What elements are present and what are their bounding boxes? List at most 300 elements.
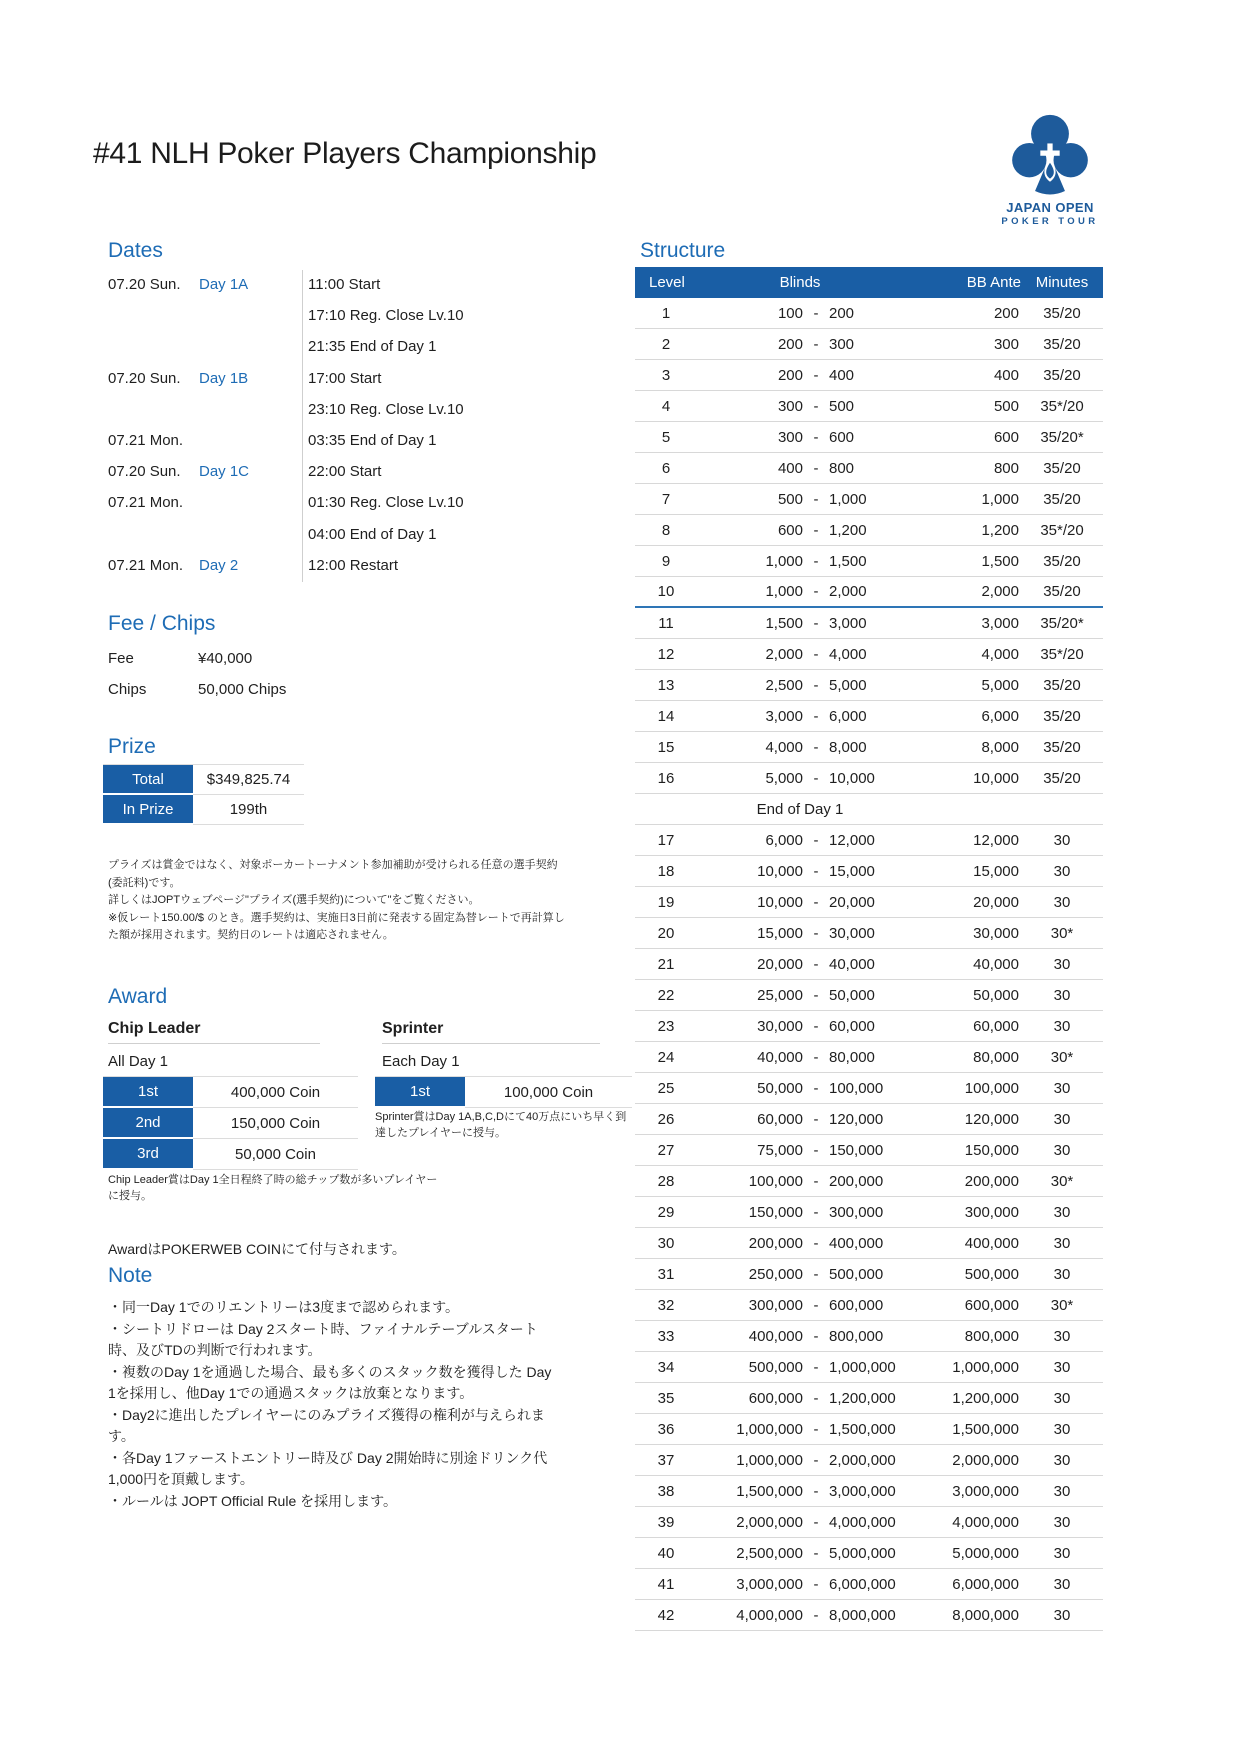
dates-list <box>108 269 548 581</box>
dates-row <box>108 456 548 487</box>
bb-ante-cell: 5,000,000 <box>952 1544 1019 1562</box>
bb-ante-cell: 1,000 <box>981 490 1019 508</box>
level-cell: 7 <box>661 490 671 508</box>
big-blind-cell: 800,000 <box>829 1327 884 1345</box>
prize-table <box>103 764 304 825</box>
structure-level-row <box>635 1476 1103 1507</box>
small-blind-cell: 600 <box>777 521 803 539</box>
column-header-bb-ante: BB Ante <box>966 274 1021 291</box>
blinds-dash: - <box>813 428 819 446</box>
dates-row <box>108 269 548 300</box>
minutes-cell: 35/20 <box>1043 366 1081 384</box>
award-value-cell: 150,000 Coin <box>193 1108 358 1139</box>
dates-divider-line <box>302 270 303 582</box>
level-cell: 28 <box>657 1172 675 1190</box>
small-blind-cell: 1,000,000 <box>736 1451 803 1469</box>
small-blind-cell: 2,500 <box>765 676 803 694</box>
small-blind-cell: 3,000,000 <box>736 1575 803 1593</box>
fee-chips-heading: Fee / Chips <box>108 612 216 635</box>
bb-ante-cell: 200,000 <box>964 1172 1019 1190</box>
bb-ante-cell: 30,000 <box>973 924 1019 942</box>
blinds-dash: - <box>813 862 819 880</box>
level-cell: 11 <box>658 614 674 632</box>
award-footer: AwardはPOKERWEB COINにて付与されます。 <box>108 1241 406 1257</box>
blinds-dash: - <box>813 955 819 973</box>
bb-ante-cell: 1,200,000 <box>952 1389 1019 1407</box>
structure-level-row <box>635 980 1103 1011</box>
bb-ante-cell: 40,000 <box>973 955 1019 973</box>
structure-level-row <box>635 918 1103 949</box>
blinds-dash: - <box>813 1358 819 1376</box>
chip-leader-table <box>103 1076 358 1170</box>
blinds-dash: - <box>813 614 819 632</box>
page-title: #41 NLH Poker Players Championship <box>93 137 597 170</box>
blinds-dash: - <box>813 1327 819 1345</box>
blinds-dash: - <box>813 1296 819 1314</box>
end-of-day-label: End of Day 1 <box>756 800 844 818</box>
big-blind-cell: 100,000 <box>829 1079 884 1097</box>
blinds-dash: - <box>813 366 819 384</box>
big-blind-cell: 40,000 <box>829 955 875 973</box>
level-cell: 25 <box>657 1079 675 1097</box>
small-blind-cell: 25,000 <box>757 986 803 1004</box>
level-cell: 1 <box>661 304 671 322</box>
big-blind-cell: 800 <box>829 459 855 477</box>
small-blind-cell: 100,000 <box>748 1172 803 1190</box>
bb-ante-cell: 400,000 <box>964 1234 1019 1252</box>
blinds-dash: - <box>813 1575 819 1593</box>
structure-heading: Structure <box>640 239 726 262</box>
date-cell: 07.20 Sun. <box>108 369 181 387</box>
structure-level-row <box>635 856 1103 887</box>
big-blind-cell: 200 <box>829 304 855 322</box>
blinds-dash: - <box>813 676 819 694</box>
level-cell: 41 <box>657 1575 675 1593</box>
big-blind-cell: 200,000 <box>829 1172 884 1190</box>
blinds-dash: - <box>813 893 819 911</box>
day-label: Day 2 <box>199 556 239 574</box>
level-cell: 20 <box>657 924 675 942</box>
blinds-dash: - <box>813 986 819 1004</box>
minutes-cell: 35/20 <box>1043 304 1081 322</box>
dates-row <box>108 487 548 518</box>
structure-level-row <box>635 701 1103 732</box>
structure-level-row <box>635 577 1103 608</box>
minutes-cell: 35/20 <box>1043 335 1081 353</box>
big-blind-cell: 600,000 <box>829 1296 884 1314</box>
minutes-cell: 30 <box>1053 1110 1071 1128</box>
minutes-cell: 35/20* <box>1040 614 1084 632</box>
big-blind-cell: 2,000,000 <box>829 1451 896 1469</box>
blinds-dash: - <box>813 1172 819 1190</box>
structure-level-row <box>635 329 1103 360</box>
blinds-dash: - <box>813 304 819 322</box>
bb-ante-cell: 12,000 <box>973 831 1019 849</box>
sprinter-subtitle: Each Day 1 <box>382 1053 460 1070</box>
small-blind-cell: 200 <box>777 366 803 384</box>
structure-level-row <box>635 1445 1103 1476</box>
blinds-dash: - <box>813 1234 819 1252</box>
dates-row <box>108 331 548 362</box>
bb-ante-cell: 50,000 <box>973 986 1019 1004</box>
structure-table <box>635 267 1103 1631</box>
structure-level-row <box>635 1042 1103 1073</box>
note-item: ・各Day 1ファーストエントリー時及び Day 2開始時に別途ドリンク代 1,000円を頂戴します。 <box>108 1449 548 1487</box>
day-label: Day 1A <box>199 276 249 294</box>
prize-disclaimer <box>108 857 570 945</box>
big-blind-cell: 600 <box>829 428 855 446</box>
time-cell: 12:00 Restart <box>308 556 399 574</box>
blinds-dash: - <box>813 1203 819 1221</box>
structure-level-row <box>635 360 1103 391</box>
big-blind-cell: 5,000,000 <box>829 1544 896 1562</box>
date-cell: 07.21 Mon. <box>108 494 184 512</box>
level-cell: 33 <box>657 1327 675 1345</box>
blinds-dash: - <box>813 583 819 600</box>
day-label: Day 1C <box>199 463 250 481</box>
level-cell: 38 <box>657 1482 675 1500</box>
small-blind-cell: 500,000 <box>748 1358 803 1376</box>
award-rank-cell: 2nd <box>103 1108 193 1139</box>
level-cell: 2 <box>661 335 671 353</box>
fee-value: ¥40,000 <box>198 650 253 667</box>
level-cell: 22 <box>657 986 675 1004</box>
structure-level-row <box>635 453 1103 484</box>
minutes-cell: 35/20 <box>1043 552 1081 570</box>
minutes-cell: 35/20 <box>1043 583 1081 600</box>
big-blind-cell: 400,000 <box>829 1234 884 1252</box>
blinds-dash: - <box>813 1389 819 1407</box>
small-blind-cell: 400,000 <box>748 1327 803 1345</box>
level-cell: 14 <box>657 707 675 725</box>
structure-level-row <box>635 515 1103 546</box>
small-blind-cell: 60,000 <box>757 1110 803 1128</box>
minutes-cell: 35/20 <box>1043 459 1081 477</box>
award-rank-cell: 1st <box>103 1077 193 1108</box>
small-blind-cell: 75,000 <box>757 1141 803 1159</box>
big-blind-cell: 300,000 <box>829 1203 884 1221</box>
award-rank-cell: 3rd <box>103 1139 193 1170</box>
small-blind-cell: 2,000,000 <box>736 1513 803 1531</box>
bb-ante-cell: 1,500,000 <box>952 1420 1019 1438</box>
structure-level-row <box>635 1011 1103 1042</box>
minutes-cell: 30 <box>1053 1265 1071 1283</box>
fee-value: 50,000 Chips <box>198 681 287 698</box>
time-cell: 22:00 Start <box>308 463 382 481</box>
date-cell: 07.20 Sun. <box>108 276 181 294</box>
blinds-dash: - <box>813 490 819 508</box>
bb-ante-cell: 6,000 <box>981 707 1019 725</box>
sprinter-table <box>375 1076 632 1108</box>
note-item: ・同一Day 1でのリエントリーは3度まで認められます。 <box>108 1299 459 1315</box>
big-blind-cell: 1,200 <box>829 521 867 539</box>
structure-level-row <box>635 1600 1103 1631</box>
bb-ante-cell: 8,000 <box>981 738 1019 756</box>
structure-level-row <box>635 1166 1103 1197</box>
minutes-cell: 30 <box>1053 1482 1071 1500</box>
blinds-dash: - <box>813 397 819 415</box>
structure-level-row <box>635 1104 1103 1135</box>
structure-level-row <box>635 1135 1103 1166</box>
structure-level-row <box>635 1352 1103 1383</box>
level-cell: 31 <box>657 1265 675 1283</box>
blinds-dash: - <box>813 645 819 663</box>
time-cell: 23:10 Reg. Close Lv.10 <box>308 400 464 418</box>
bb-ante-cell: 8,000,000 <box>952 1606 1019 1624</box>
dates-row <box>108 550 548 581</box>
small-blind-cell: 1,500,000 <box>736 1482 803 1500</box>
small-blind-cell: 200 <box>777 335 803 353</box>
fee-label: Fee <box>108 650 134 667</box>
big-blind-cell: 6,000 <box>829 707 867 725</box>
small-blind-cell: 400 <box>777 459 803 477</box>
time-cell: 17:10 Reg. Close Lv.10 <box>308 307 464 325</box>
level-cell: 15 <box>657 738 675 756</box>
structure-level-row <box>635 1073 1103 1104</box>
bb-ante-cell: 120,000 <box>964 1110 1019 1128</box>
note-item: ・ルールは JOPT Official Rule を採用します。 <box>108 1492 398 1509</box>
date-cell: 07.21 Mon. <box>108 556 184 574</box>
big-blind-cell: 80,000 <box>829 1048 875 1066</box>
structure-level-row <box>635 949 1103 980</box>
minutes-cell: 35/20 <box>1043 769 1081 787</box>
small-blind-cell: 1,000 <box>765 583 803 600</box>
small-blind-cell: 1,000,000 <box>736 1420 803 1438</box>
structure-level-row <box>635 1259 1103 1290</box>
level-cell: 40 <box>657 1544 675 1562</box>
blinds-dash: - <box>813 1079 819 1097</box>
bb-ante-cell: 15,000 <box>973 862 1019 880</box>
column-header-minutes: Minutes <box>1035 274 1089 291</box>
prize-label-cell: Total <box>103 765 193 795</box>
level-cell: 29 <box>657 1203 675 1221</box>
bb-ante-cell: 800,000 <box>964 1327 1019 1345</box>
time-cell: 04:00 End of Day 1 <box>308 525 437 543</box>
dates-row <box>108 519 548 550</box>
structure-level-row <box>635 1383 1103 1414</box>
small-blind-cell: 4,000,000 <box>736 1606 803 1624</box>
time-cell: 21:35 End of Day 1 <box>308 338 437 356</box>
bb-ante-cell: 4,000,000 <box>952 1513 1019 1531</box>
small-blind-cell: 10,000 <box>757 893 803 911</box>
minutes-cell: 30 <box>1053 1203 1071 1221</box>
day-label: Day 1B <box>199 369 249 387</box>
prize-disclaimer-line: ※仮レート150.00/$ のとき。選手契約は、実施日3日前に発表する固定為替レートで再計算した額が採用されます。契約日のレートは適応されません。 <box>108 911 565 941</box>
small-blind-cell: 10,000 <box>757 862 803 880</box>
prize-disclaimer-line: 詳しくはJOPTウェブページ"プライズ(選手契約)について"をご覧ください。 <box>108 894 480 906</box>
level-cell: 16 <box>657 769 675 787</box>
prize-row <box>103 795 304 825</box>
big-blind-cell: 6,000,000 <box>829 1575 896 1593</box>
structure-level-row <box>635 1507 1103 1538</box>
time-cell: 01:30 Reg. Close Lv.10 <box>308 494 464 512</box>
level-cell: 34 <box>657 1358 675 1376</box>
blinds-dash: - <box>813 459 819 477</box>
structure-level-row <box>635 1569 1103 1600</box>
bb-ante-cell: 100,000 <box>964 1079 1019 1097</box>
big-blind-cell: 400 <box>829 366 855 384</box>
small-blind-cell: 600,000 <box>748 1389 803 1407</box>
blinds-dash: - <box>813 1017 819 1035</box>
bb-ante-cell: 1,500 <box>981 552 1019 570</box>
small-blind-cell: 15,000 <box>757 924 803 942</box>
chip-leader-note: Chip Leader賞はDay 1全日程終了時の総チップ数が多いプレイヤーに授与。 <box>108 1174 438 1202</box>
minutes-cell: 30* <box>1050 1172 1074 1190</box>
note-item: ・Day2に進出したプレイヤーにのみプライズ獲得の権利が与えられます。 <box>108 1406 545 1444</box>
small-blind-cell: 200,000 <box>748 1234 803 1252</box>
big-blind-cell: 20,000 <box>829 893 875 911</box>
blinds-dash: - <box>813 1606 819 1624</box>
minutes-cell: 30* <box>1050 1296 1074 1314</box>
structure-level-row <box>635 608 1103 639</box>
structure-level-row <box>635 670 1103 701</box>
prize-row <box>103 765 304 795</box>
minutes-cell: 30 <box>1053 1575 1071 1593</box>
minutes-cell: 30 <box>1053 1544 1071 1562</box>
level-cell: 18 <box>657 862 675 880</box>
blinds-dash: - <box>813 1451 819 1469</box>
big-blind-cell: 3,000,000 <box>829 1482 896 1500</box>
small-blind-cell: 50,000 <box>757 1079 803 1097</box>
dates-row <box>108 425 548 456</box>
logo-line2: POKER TOUR <box>1001 216 1099 227</box>
blinds-dash: - <box>813 831 819 849</box>
small-blind-cell: 6,000 <box>765 831 803 849</box>
structure-level-row <box>635 298 1103 329</box>
column-header-blinds: Blinds <box>779 274 821 291</box>
bb-ante-cell: 10,000 <box>973 769 1019 787</box>
award-value-cell: 100,000 Coin <box>465 1077 632 1108</box>
level-cell: 37 <box>657 1451 675 1469</box>
minutes-cell: 35*/20 <box>1040 521 1084 539</box>
small-blind-cell: 500 <box>777 490 803 508</box>
minutes-cell: 35/20* <box>1040 428 1084 446</box>
small-blind-cell: 1,500 <box>765 614 803 632</box>
bb-ante-cell: 600,000 <box>964 1296 1019 1314</box>
blinds-dash: - <box>813 769 819 787</box>
structure-level-row <box>635 1197 1103 1228</box>
blinds-dash: - <box>813 707 819 725</box>
blinds-dash: - <box>813 1265 819 1283</box>
chip-leader-title: Chip Leader <box>108 1020 320 1044</box>
chip-leader-row <box>103 1077 358 1108</box>
blinds-dash: - <box>813 1482 819 1500</box>
level-cell: 9 <box>661 552 671 570</box>
big-blind-cell: 2,000 <box>829 583 867 600</box>
bb-ante-cell: 1,000,000 <box>952 1358 1019 1376</box>
sprinter-title: Sprinter <box>382 1020 600 1044</box>
bb-ante-cell: 1,200 <box>981 521 1019 539</box>
level-cell: 21 <box>657 955 675 973</box>
prize-value-cell: $349,825.74 <box>193 765 304 795</box>
level-cell: 36 <box>657 1420 675 1438</box>
bb-ante-cell: 20,000 <box>973 893 1019 911</box>
small-blind-cell: 300 <box>777 397 803 415</box>
big-blind-cell: 10,000 <box>829 769 875 787</box>
minutes-cell: 30 <box>1053 1420 1071 1438</box>
big-blind-cell: 120,000 <box>829 1110 884 1128</box>
big-blind-cell: 1,000 <box>829 490 867 508</box>
structure-level-row <box>635 732 1103 763</box>
bb-ante-cell: 5,000 <box>981 676 1019 694</box>
chip-leader-subtitle: All Day 1 <box>108 1053 169 1070</box>
sprinter-note: Sprinter賞はDay 1A,B,C,Dにて40万点にいち早く到達したプレイヤーに授与。 <box>375 1111 627 1139</box>
blinds-dash: - <box>813 1110 819 1128</box>
chip-leader-row <box>103 1139 358 1170</box>
big-blind-cell: 4,000,000 <box>829 1513 896 1531</box>
big-blind-cell: 300 <box>829 335 855 353</box>
structure-level-row <box>635 546 1103 577</box>
dates-row <box>108 363 548 394</box>
big-blind-cell: 60,000 <box>829 1017 875 1035</box>
small-blind-cell: 5,000 <box>765 769 803 787</box>
fee-chips-list <box>108 643 286 705</box>
big-blind-cell: 5,000 <box>829 676 867 694</box>
bb-ante-cell: 200 <box>993 304 1019 322</box>
prize-label-cell: In Prize <box>103 795 193 825</box>
fee-row <box>108 643 286 674</box>
small-blind-cell: 4,000 <box>765 738 803 756</box>
level-cell: 8 <box>661 521 671 539</box>
award-rank-cell: 1st <box>375 1077 465 1108</box>
big-blind-cell: 1,000,000 <box>829 1358 896 1376</box>
bb-ante-cell: 80,000 <box>973 1048 1019 1066</box>
fee-label: Chips <box>108 681 147 698</box>
minutes-cell: 30 <box>1053 1389 1071 1407</box>
award-value-cell: 400,000 Coin <box>193 1077 358 1108</box>
big-blind-cell: 12,000 <box>829 831 875 849</box>
small-blind-cell: 2,000 <box>765 645 803 663</box>
big-blind-cell: 15,000 <box>829 862 875 880</box>
structure-level-row <box>635 887 1103 918</box>
structure-level-row <box>635 1290 1103 1321</box>
blinds-dash: - <box>813 335 819 353</box>
level-cell: 4 <box>661 397 671 415</box>
structure-level-row <box>635 763 1103 794</box>
bb-ante-cell: 400 <box>993 366 1019 384</box>
time-cell: 03:35 End of Day 1 <box>308 432 437 450</box>
small-blind-cell: 30,000 <box>757 1017 803 1035</box>
minutes-cell: 35*/20 <box>1040 645 1084 663</box>
big-blind-cell: 30,000 <box>829 924 875 942</box>
structure-level-row <box>635 1414 1103 1445</box>
blinds-dash: - <box>813 738 819 756</box>
big-blind-cell: 8,000,000 <box>829 1606 896 1624</box>
minutes-cell: 30 <box>1053 986 1071 1004</box>
big-blind-cell: 4,000 <box>829 645 867 663</box>
level-cell: 35 <box>657 1389 675 1407</box>
level-cell: 10 <box>657 583 675 600</box>
big-blind-cell: 1,500 <box>829 552 867 570</box>
level-cell: 23 <box>657 1017 675 1035</box>
minutes-cell: 30 <box>1053 1327 1071 1345</box>
level-cell: 26 <box>657 1110 675 1128</box>
minutes-cell: 35/20 <box>1043 738 1081 756</box>
date-cell: 07.20 Sun. <box>108 463 181 481</box>
sprinter-row <box>375 1077 632 1108</box>
small-blind-cell: 250,000 <box>748 1265 803 1283</box>
bb-ante-cell: 600 <box>993 428 1019 446</box>
blinds-dash: - <box>813 521 819 539</box>
blinds-dash: - <box>813 924 819 942</box>
small-blind-cell: 100 <box>777 304 803 322</box>
level-cell: 13 <box>657 676 675 694</box>
award-value-cell: 50,000 Coin <box>193 1139 358 1170</box>
level-cell: 24 <box>657 1048 675 1066</box>
big-blind-cell: 1,500,000 <box>829 1420 896 1438</box>
bb-ante-cell: 300,000 <box>964 1203 1019 1221</box>
minutes-cell: 30 <box>1053 1017 1071 1035</box>
